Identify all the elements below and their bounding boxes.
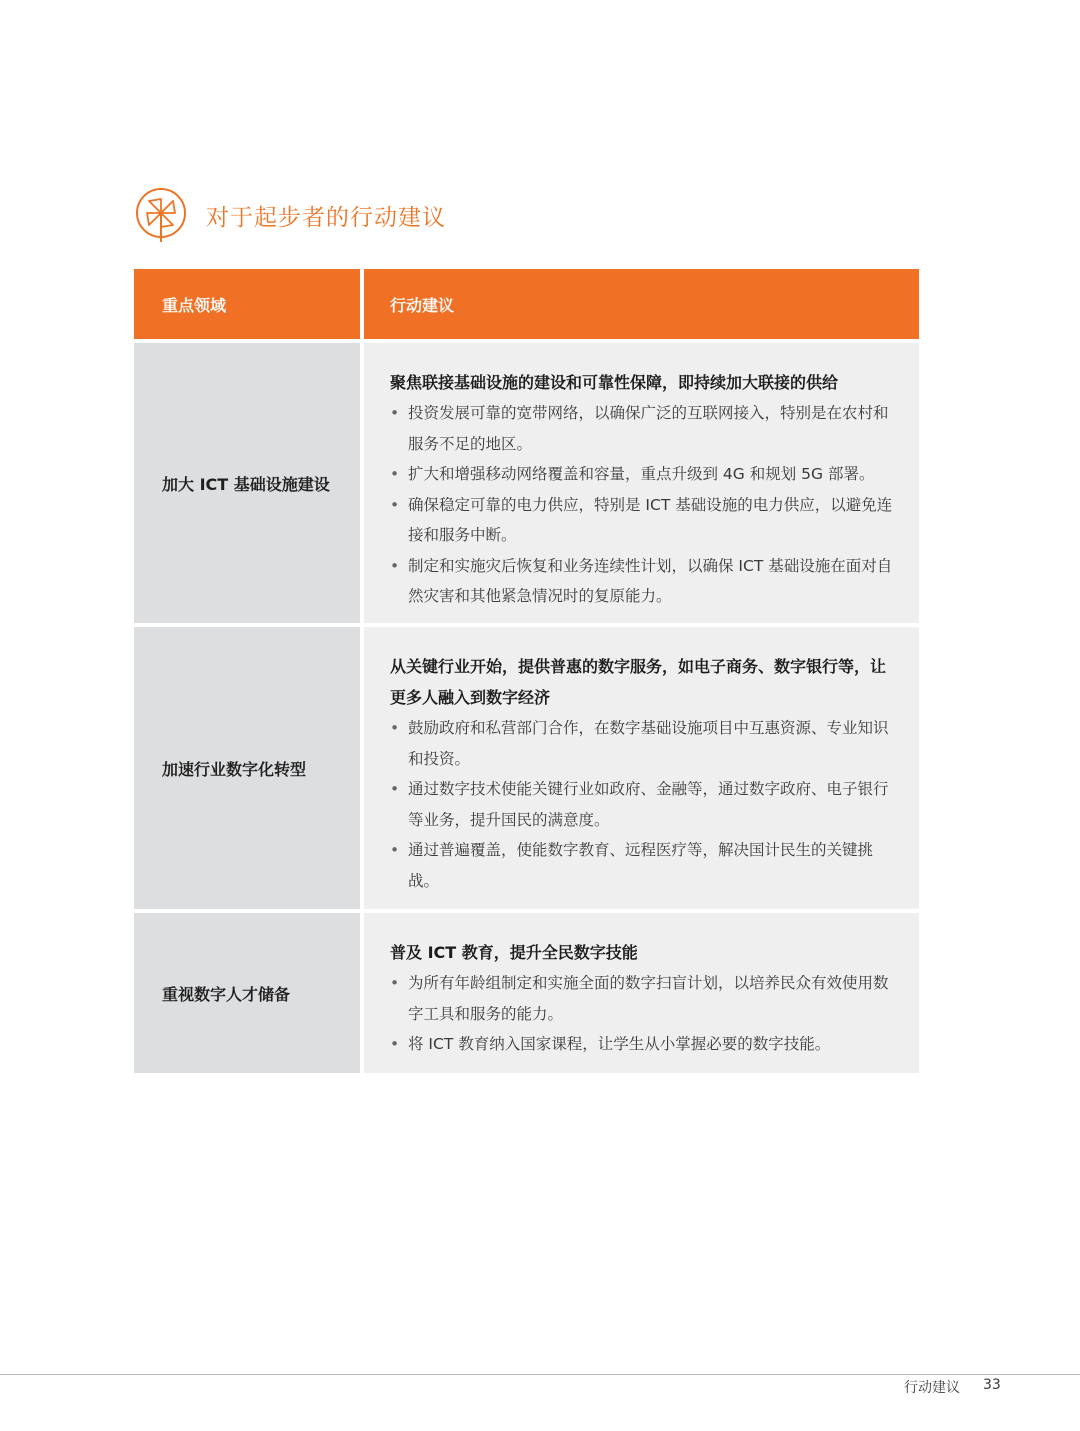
section-header: [134, 186, 446, 244]
footer-section-label: 行动建议: [904, 1380, 960, 1396]
action-list: [390, 713, 895, 896]
action-item: • 制定和实施灾后恢复和业务连续性计划，以确保 ICT 基础设施在面对自然灾害和其他紧急情况时的复原能力。: [390, 551, 895, 612]
action-focus: 从关键行业开始，提供普惠的数字服务，如电子商务、数字银行等，让更多人融入到数字经济: [390, 657, 887, 707]
action-item: • 确保稳定可靠的电力供应，特别是 ICT 基础设施的电力供应，以避免连接和服务中断。: [390, 490, 895, 551]
focus-area-cell: 加速行业数字化转型: [134, 627, 360, 909]
table-row: [134, 627, 919, 909]
header-actions: 行动建议: [364, 269, 919, 339]
action-item: • 将 ICT 教育纳入国家课程，让学生从小掌握必要的数字技能。: [390, 1029, 895, 1060]
action-item: • 投资发展可靠的宽带网络，以确保广泛的互联网接入，特别是在农村和服务不足的地区。: [390, 398, 895, 459]
action-item: • 扩大和增强移动网络覆盖和容量，重点升级到 4G 和规划 5G 部署。: [390, 459, 895, 490]
table-row: [134, 913, 919, 1073]
action-list: [390, 398, 895, 612]
focus-area-cell: 加大 ICT 基础设施建设: [134, 343, 360, 623]
action-focus: 普及 ICT 教育，提升全民数字技能: [390, 943, 638, 962]
action-list: [390, 968, 895, 1060]
table-header-row: [134, 269, 919, 339]
recommendations-table: [134, 269, 919, 1073]
header-focus-area: 重点领域: [134, 269, 360, 339]
action-item: • 为所有年龄组制定和实施全面的数字扫盲计划，以培养民众有效使用数字工具和服务的能力。: [390, 968, 895, 1029]
action-item: • 通过普遍覆盖，使能数字教育、远程医疗等，解决国计民生的关键挑战。: [390, 835, 895, 896]
table-row: [134, 343, 919, 623]
actions-cell: [364, 627, 919, 909]
section-title: 对于起步者的行动建议: [206, 204, 446, 231]
actions-cell: [364, 343, 919, 623]
page-number: 33: [983, 1377, 1001, 1393]
action-item: • 通过数字技术使能关键行业如政府、金融等，通过数字政府、电子银行等业务，提升国民的满意度。: [390, 774, 895, 835]
action-item: • 鼓励政府和私营部门合作，在数字基础设施项目中互惠资源、专业知识和投资。: [390, 713, 895, 774]
focus-area-cell: 重视数字人才储备: [134, 913, 360, 1073]
pinwheel-icon: [134, 186, 188, 244]
footer-divider: [0, 1374, 1080, 1375]
action-focus: 聚焦联接基础设施的建设和可靠性保障，即持续加大联接的供给: [390, 373, 839, 392]
actions-cell: [364, 913, 919, 1073]
